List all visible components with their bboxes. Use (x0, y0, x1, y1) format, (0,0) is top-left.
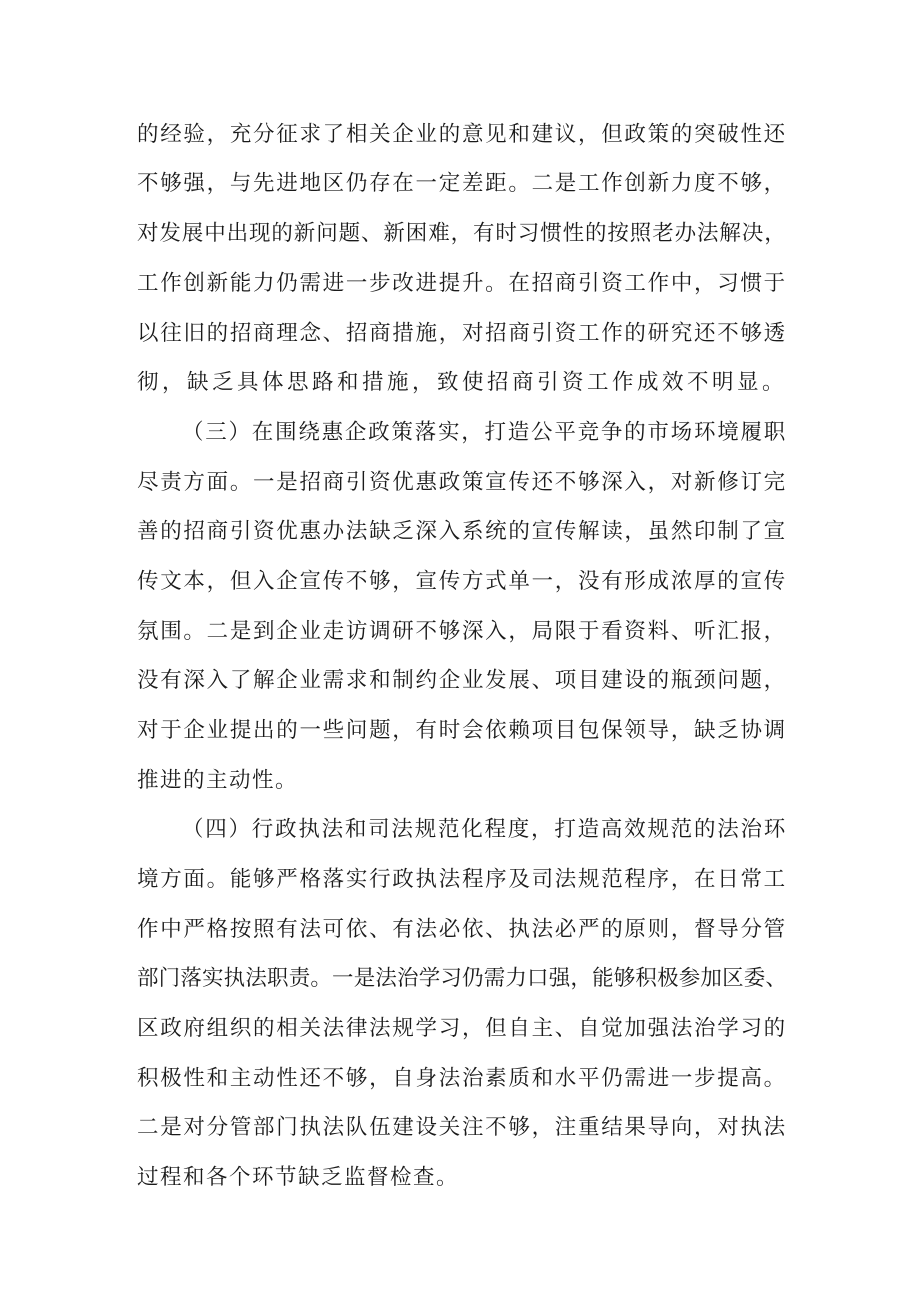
text-line: 对于企业提出的一些问题，有时会依赖项目包保领导，缺乏协调 (137, 718, 787, 743)
text-line: 不够强，与先进地区仍存在一定差距。二是工作创新力度不够， (137, 171, 787, 196)
section-heading-line: （四）行政执法和司法规范化程度，打造高效规范的法治环 (182, 817, 788, 842)
text-line: 积极性和主动性还不够，自身法治素质和水平仍需进一步提高。 (137, 1066, 787, 1091)
text-line: 彻，缺乏具体思路和措施，致使招商引资工作成效不明显。 (137, 370, 788, 395)
text-line: 区政府组织的相关法律法规学习，但自主、自觉加强法治学习的 (137, 1016, 787, 1041)
text-line: 对发展中出现的新问题、新困难，有时习惯性的按照老办法解决， (137, 221, 787, 246)
text-line: 工作创新能力仍需进一步改进提升。在招商引资工作中，习惯于 (137, 271, 787, 296)
text-line: 作中严格按照有法可依、有法必依、执法必严的原则，督导分管 (137, 917, 787, 942)
text-line: 传文本，但入企宣传不够，宣传方式单一，没有形成浓厚的宣传 (137, 569, 787, 594)
text-line: 以往旧的招商理念、招商措施，对招商引资工作的研究还不够透 (137, 321, 787, 346)
text-line: 过程和各个环节缺乏监督检查。 (137, 1165, 460, 1190)
section-heading-line: （三）在围绕惠企政策落实，打造公平竞争的市场环境履职 (182, 420, 788, 445)
text-line: 尽责方面。一是招商引资优惠政策宣传还不够深入，对新修订完 (137, 470, 787, 495)
text-line: 氛围。二是到企业走访调研不够深入，局限于看资料、听汇报， (137, 619, 787, 644)
text-line: 的经验，充分征求了相关企业的意见和建议，但政策的突破性还 (137, 122, 787, 147)
text-line: 部门落实执法职责。一是法治学习仍需力口强，能够积极参加区委、 (137, 966, 788, 991)
text-line: 善的招商引资优惠办法缺乏深入系统的宣传解读，虽然印制了宣 (137, 519, 787, 544)
text-line: 没有深入了解企业需求和制约企业发展、项目建设的瓶颈问题， (137, 668, 787, 693)
text-line: 推进的主动性。 (137, 768, 299, 793)
text-line: 二是对分管部门执法队伍建设关注不够，注重结果导向，对执法 (137, 1115, 787, 1140)
text-line: 境方面。能够严格落实行政执法程序及司法规范程序，在日常工 (137, 867, 787, 892)
